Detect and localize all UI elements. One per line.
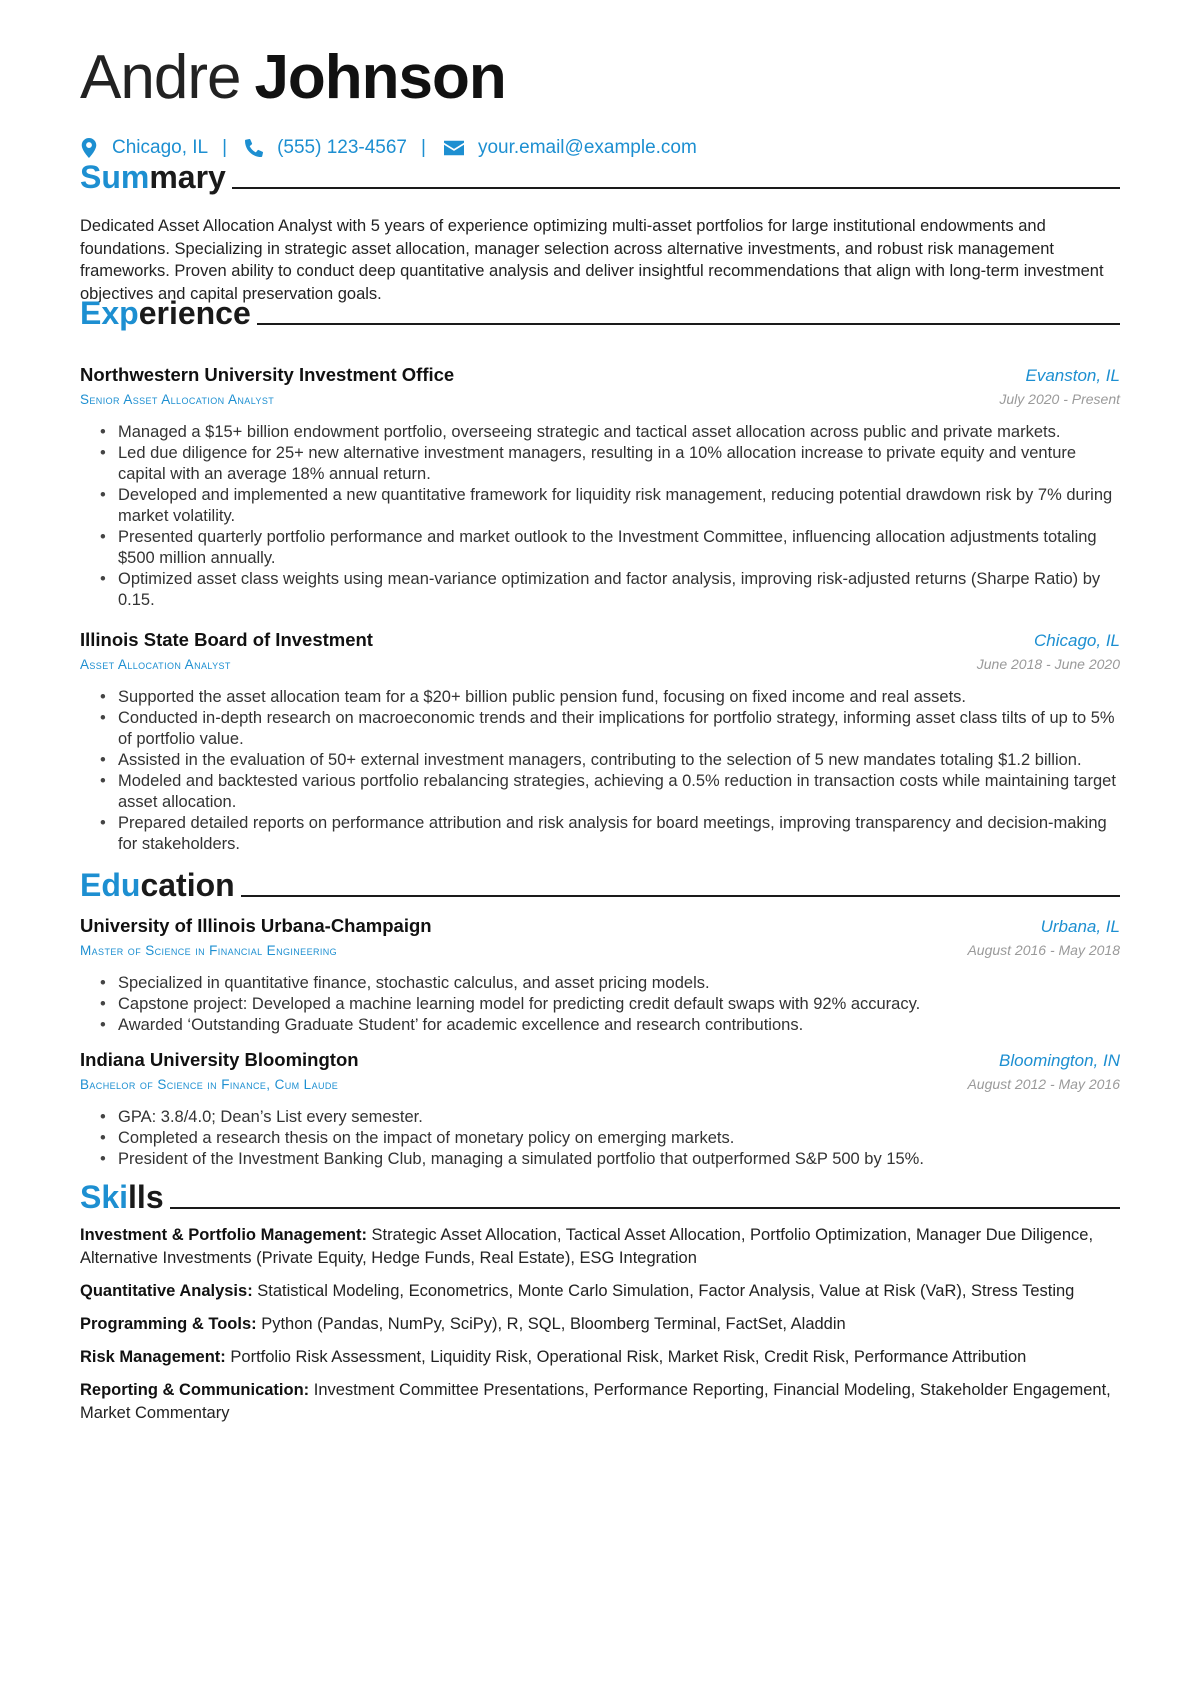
skill-category: Investment & Portfolio Management: xyxy=(80,1226,367,1244)
skill-category: Risk Management: xyxy=(80,1348,226,1366)
job-title: Senior Asset Allocation Analyst xyxy=(80,392,275,407)
contact-separator: | xyxy=(421,137,426,158)
skill-text: Strategic Asset Allocation, Tactical Asset Allocation, Portfolio Optimization, Manager Due Diligence, Alternative Investments (Private Equity, Hedge Funds, Real Estate), ESG Integration xyxy=(80,1226,1094,1267)
school-dates: August 2016 - May 2018 xyxy=(967,942,1120,958)
list-item: • Capstone project: Developed a machine learning model for predicting credit default swaps with 92% accuracy. xyxy=(100,994,1120,1015)
section-rule xyxy=(257,323,1120,325)
section-title: Summary xyxy=(80,159,226,195)
section-title: Education xyxy=(80,867,235,903)
section-rule xyxy=(232,187,1120,189)
phone-text[interactable]: (555) 123-4567 xyxy=(277,137,407,158)
skill-category: Quantitative Analysis: xyxy=(80,1282,253,1300)
job-location: Evanston, IL xyxy=(1025,366,1120,385)
candidate-name xyxy=(80,40,506,116)
list-item: • President of the Investment Banking Club, managing a simulated portfolio that outperformed S&P 500 by 15%. xyxy=(100,1149,1120,1170)
section-title: Skills xyxy=(80,1179,164,1215)
contact-separator: | xyxy=(222,137,228,158)
job-dates: July 2020 - Present xyxy=(999,391,1120,407)
skills-heading xyxy=(80,1178,1120,1216)
degree: Master of Science in Financial Engineering xyxy=(80,943,338,958)
skills-list xyxy=(80,1224,1120,1435)
skill-row xyxy=(80,1224,1120,1270)
location-text: Chicago, IL xyxy=(112,137,209,158)
employer-name: Northwestern University Investment Office xyxy=(80,364,455,385)
list-item: • Presented quarterly portfolio performance and market outlook to the Investment Committee, influencing allocation adjustments totaling $500 million annually. xyxy=(100,527,1120,569)
school-location: Urbana, IL xyxy=(1040,917,1120,936)
contact-email[interactable] xyxy=(444,137,697,159)
job-bullets xyxy=(80,422,1120,611)
section-rule xyxy=(241,895,1120,897)
degree: Bachelor of Science in Finance, Cum Laude xyxy=(80,1077,339,1092)
section-rule xyxy=(170,1207,1120,1209)
summary-heading xyxy=(80,158,1120,196)
skill-text: Python (Pandas, NumPy, SciPy), R, SQL, Bloomberg Terminal, FactSet, Aladdin xyxy=(261,1315,846,1333)
education-entry xyxy=(80,914,1120,1036)
experience-entry xyxy=(80,628,1120,855)
school-bullets xyxy=(80,973,1120,1036)
skill-row xyxy=(80,1280,1120,1303)
map-pin-icon xyxy=(80,138,98,158)
list-item: • Prepared detailed reports on performance attribution and risk analysis for board meetings, improving transparency and decision-making for stakeholders. xyxy=(100,813,1120,855)
contact-phone[interactable] xyxy=(245,137,407,159)
skill-category: Programming & Tools: xyxy=(80,1315,257,1333)
list-item: • Completed a research thesis on the impact of monetary policy on emerging markets. xyxy=(100,1128,1120,1149)
school-dates: August 2012 - May 2016 xyxy=(967,1076,1120,1092)
phone-icon xyxy=(245,138,263,158)
list-item: • Awarded ‘Outstanding Graduate Student’ for academic excellence and research contributions. xyxy=(100,1015,1120,1036)
summary-text: Dedicated Asset Allocation Analyst with 5 years of experience optimizing multi-asset portfolios for large institutional endowments and foundations. Specializing in strategic asset allocation, manager selection across alternative investments, and robust risk management frameworks. Proven ability to conduct deep quantitative analysis and deliver insightful recommendations that align with long-term investment objectives and capital preservation goals. xyxy=(80,217,1104,303)
skill-row xyxy=(80,1313,1120,1336)
list-item: • Specialized in quantitative finance, stochastic calculus, and asset pricing models. xyxy=(100,973,1120,994)
list-item: • Developed and implemented a new quantitative framework for liquidity risk management, reducing potential drawdown risk by 7% during market volatility. xyxy=(100,485,1120,527)
skill-text: Investment Committee Presentations, Performance Reporting, Financial Modeling, Stakeholder Engagement, Market Commentary xyxy=(80,1381,1111,1422)
list-item: • Supported the asset allocation team for a $20+ billion public pension fund, focusing on fixed income and real assets. xyxy=(100,687,1120,708)
education-heading xyxy=(80,866,1120,904)
skill-text: Portfolio Risk Assessment, Liquidity Risk, Operational Risk, Market Risk, Credit Risk, Performance Attribution xyxy=(230,1348,1027,1366)
school-location: Bloomington, IN xyxy=(999,1051,1120,1070)
first-name: Andre xyxy=(80,43,241,112)
job-title: Asset Allocation Analyst xyxy=(80,657,231,672)
employer-name: Illinois State Board of Investment xyxy=(80,629,373,650)
list-item: • Optimized asset class weights using mean-variance optimization and factor analysis, improving risk-adjusted returns (Sharpe Ratio) by 0.15. xyxy=(100,569,1120,611)
experience-entry xyxy=(80,363,1120,611)
email-link[interactable]: your.email@example.com xyxy=(477,137,697,158)
skill-row xyxy=(80,1379,1120,1425)
school-bullets xyxy=(80,1107,1120,1170)
list-item: • Modeled and backtested various portfolio rebalancing strategies, achieving a 0.5% reduction in transaction costs while maintaining target asset allocation. xyxy=(100,771,1120,813)
education-entry xyxy=(80,1048,1120,1170)
job-dates: June 2018 - June 2020 xyxy=(976,656,1120,672)
contact-location xyxy=(80,137,208,159)
last-name: Johnson xyxy=(254,43,506,112)
list-item: • Assisted in the evaluation of 50+ external investment managers, contributing to the selection of 5 new mandates totaling $1.2 billion. xyxy=(100,750,1120,771)
list-item: • Led due diligence for 25+ new alternative investment managers, resulting in a 10% allocation increase to private equity and venture capital with an average 18% annual return. xyxy=(100,443,1120,485)
list-item: • GPA: 3.8/4.0; Dean’s List every semester. xyxy=(100,1107,1120,1128)
list-item: • Managed a $15+ billion endowment portfolio, overseeing strategic and tactical asset allocation across public and private markets. xyxy=(100,422,1120,443)
school-name: University of Illinois Urbana-Champaign xyxy=(80,915,432,936)
skill-row xyxy=(80,1346,1120,1369)
section-title: Experience xyxy=(80,295,251,331)
job-bullets xyxy=(80,687,1120,855)
list-item: • Conducted in-depth research on macroeconomic trends and their implications for portfolio strategy, informing asset class tilts of up to 5% of portfolio value. xyxy=(100,708,1120,750)
job-location: Chicago, IL xyxy=(1034,631,1120,650)
envelope-icon xyxy=(444,140,464,156)
experience-heading xyxy=(80,294,1120,332)
skill-text: Statistical Modeling, Econometrics, Monte Carlo Simulation, Factor Analysis, Value at Risk (VaR), Stress Testing xyxy=(257,1282,1075,1300)
skill-category: Reporting & Communication: xyxy=(80,1381,310,1399)
school-name: Indiana University Bloomington xyxy=(80,1049,359,1070)
